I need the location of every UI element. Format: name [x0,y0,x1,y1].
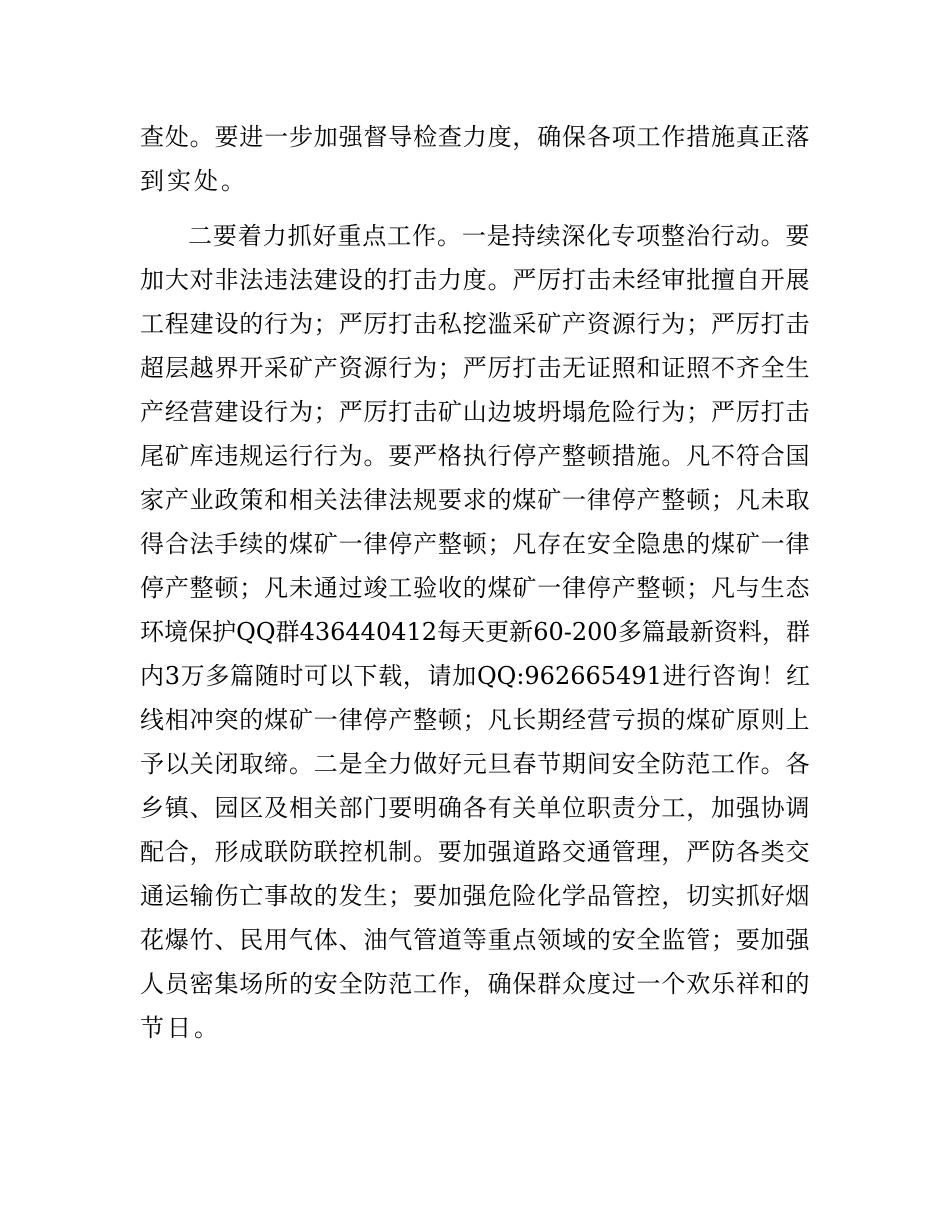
paragraph-2-line-4: 超层越界开采矿产资源行为；严厉打击无证照和证照不齐全生 [140,354,810,382]
paragraph-2-line-14: 乡镇、园区及相关部门要明确各有关单位职责分工，加强协调 [140,794,810,822]
paragraph-1-line-1: 查处。要进一步加强督导检查力度，确保各项工作措施真正落 [140,123,810,151]
paragraph-2-line-9: 停产整顿；凡未通过竣工验收的煤矿一律停产整顿；凡与生态 [140,574,810,602]
paragraph-2-line-2: 加大对非法违法建设的打击力度。严厉打击未经审批擅自开展 [140,266,810,294]
paragraph-2-line-17: 花爆竹、民用气体、油气管道等重点领域的安全监管；要加强 [140,926,810,954]
paragraph-2-line-15: 配合，形成联防联控机制。要加强道路交通管理，严防各类交 [140,838,810,866]
paragraph-2-line-13: 予以关闭取缔。二是全力做好元旦春节期间安全防范工作。各 [140,750,810,778]
paragraph-2-line-7: 家产业政策和相关法律法规要求的煤矿一律停产整顿；凡未取 [140,486,810,514]
paragraph-2-line-18: 人员密集场所的安全防范工作，确保群众度过一个欢乐祥和的 [140,970,810,998]
paragraph-2-line-3: 工程建设的行为；严厉打击私挖滥采矿产资源行为；严厉打击 [140,310,810,338]
paragraph-2-line-16: 通运输伤亡事故的发生；要加强危险化学品管控，切实抓好烟 [140,882,810,910]
paragraph-2-line-12: 线相冲突的煤矿一律停产整顿；凡长期经营亏损的煤矿原则上 [140,706,810,734]
paragraph-2-line-5: 产经营建设行为；严厉打击矿山边坡坍塌危险行为；严厉打击 [140,398,810,426]
paragraph-2-line-1: 二要着力抓好重点工作。一是持续深化专项整治行动。要 [188,222,810,250]
paragraph-2-line-6: 尾矿库违规运行行为。要严格执行停产整顿措施。凡不符合国 [140,442,810,470]
paragraph-2-line-8: 得合法手续的煤矿一律停产整顿；凡存在安全隐患的煤矿一律 [140,530,810,558]
paragraph-2-line-10: 环境保护QQ群436440412每天更新60-200多篇最新资料，群 [140,618,810,646]
paragraph-2-line-11: 内3万多篇随时可以下载，请加QQ:962665491进行咨询！红 [140,662,810,690]
paragraph-2-line-19: 节日。 [140,1014,221,1042]
paragraph-1-line-2: 到实处。 [140,167,248,195]
